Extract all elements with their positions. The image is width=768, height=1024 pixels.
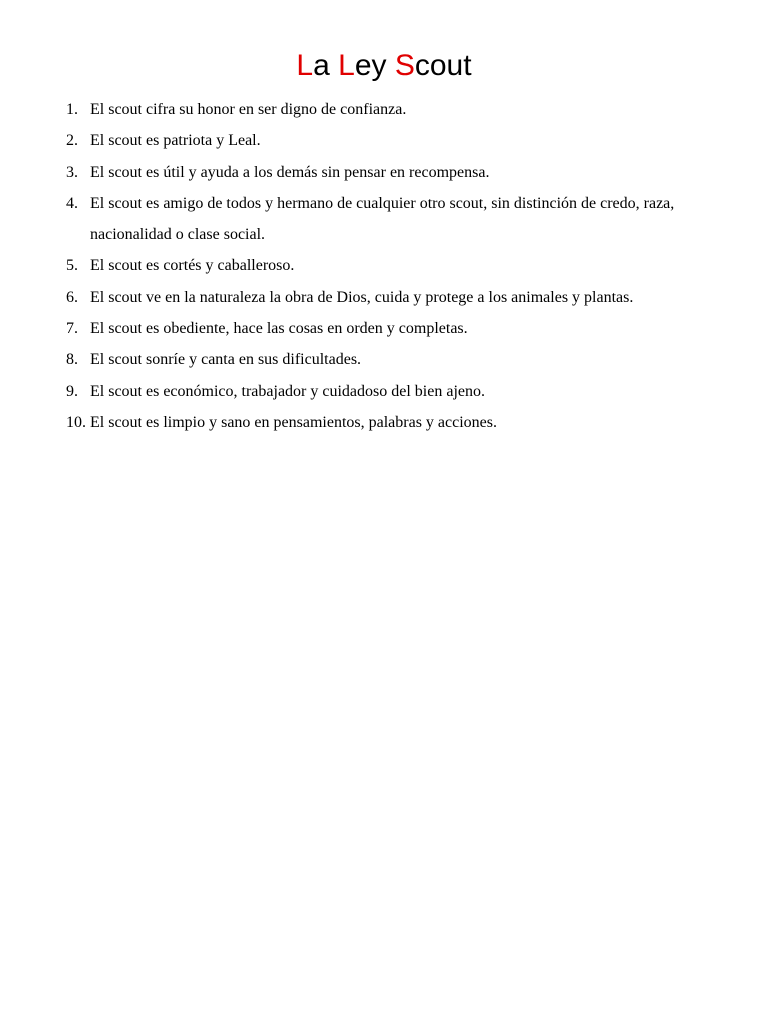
item-number: 3. — [66, 163, 78, 181]
title-rest-3: cout — [414, 49, 472, 82]
page-title — [0, 46, 768, 86]
title-rest-1: a — [313, 49, 339, 82]
item-number: 2. — [66, 132, 78, 150]
item-number: 10. — [66, 413, 86, 431]
item-number: 9. — [66, 382, 78, 400]
item-number: 8. — [66, 351, 78, 369]
list-item — [66, 188, 706, 251]
item-text: El scout ve en la naturaleza la obra de Dios, cuida y protege a los animales y plantas. — [90, 288, 634, 306]
item-text: El scout es cortés y caballeroso. — [90, 257, 295, 275]
item-text: El scout es económico, trabajador y cuidadoso del bien ajeno. — [90, 382, 485, 400]
item-text: El scout es útil y ayuda a los demás sin pensar en recompensa. — [90, 163, 490, 181]
item-text: El scout es amigo de todos y hermano de cualquier otro scout, sin distinción de credo, raza, nacionalidad o clase social. — [90, 194, 675, 244]
list-item — [66, 157, 706, 188]
list-item — [66, 344, 706, 375]
scout-law-list — [66, 94, 706, 438]
item-text: El scout sonríe y canta en sus dificultades. — [90, 351, 362, 369]
list-item — [66, 407, 706, 438]
item-number: 1. — [66, 101, 78, 118]
title-initial-s: S — [394, 49, 415, 82]
list-item — [66, 94, 706, 125]
item-text: El scout es obediente, hace las cosas en orden y completas. — [90, 320, 468, 338]
list-item — [66, 282, 706, 313]
list-item — [66, 313, 706, 344]
title-initial-l-2: L — [338, 49, 355, 82]
item-text: El scout cifra su honor en ser digno de confianza. — [90, 101, 407, 118]
list-item — [66, 250, 706, 281]
item-number: 7. — [66, 320, 78, 338]
item-number: 5. — [66, 257, 78, 275]
title-initial-l-1: L — [296, 49, 314, 82]
title-rest-2: ey — [354, 49, 395, 82]
item-text: El scout es patriota y Leal. — [90, 132, 261, 150]
item-text: El scout es limpio y sano en pensamientos, palabras y acciones. — [90, 413, 498, 431]
list-item — [66, 376, 706, 407]
item-number: 6. — [66, 288, 78, 306]
item-number: 4. — [66, 194, 78, 212]
list-item — [66, 125, 706, 156]
